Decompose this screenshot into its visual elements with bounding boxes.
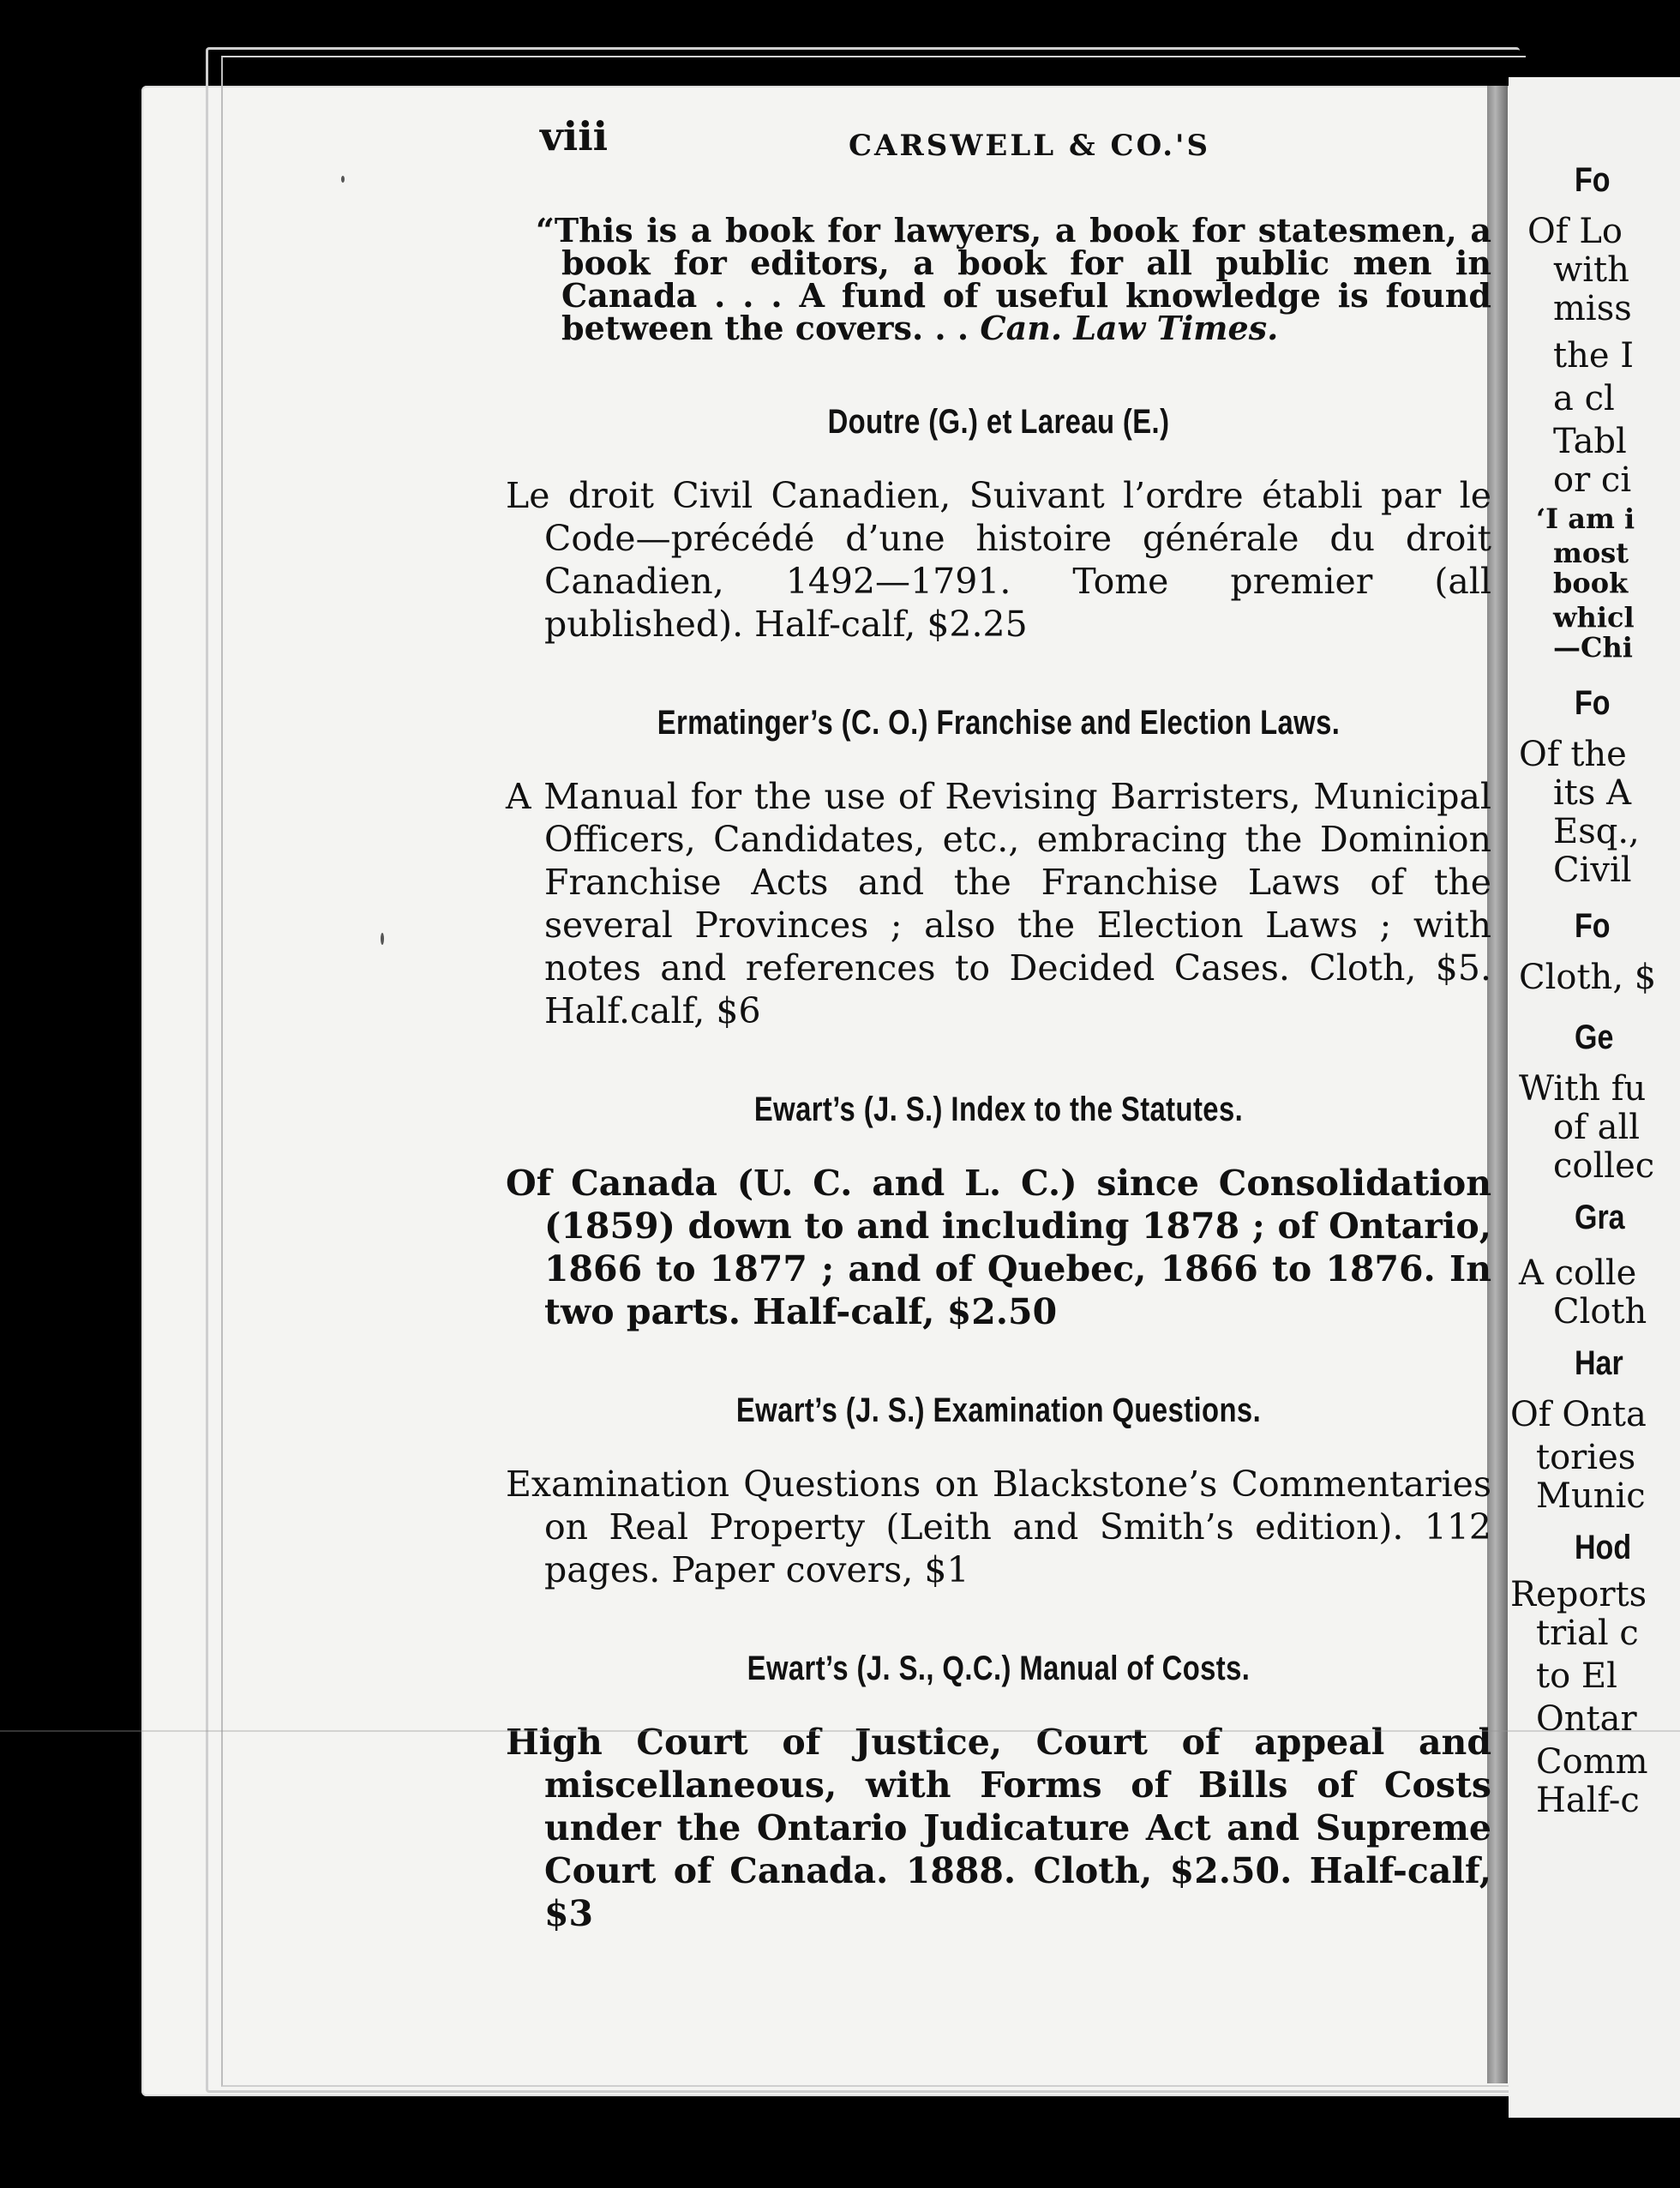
facing-page-fragment: trial c [1536, 1614, 1639, 1653]
entry-title: Ermatinger’s (C. O.) Franchise and Election Laws. [657, 704, 1341, 742]
entry-description: A Manual for the use of Revising Barristers, Municipal Officers, Candidates, etc., embracing the Dominion Franchise Acts and the Franchise Laws of the several Provinces ; also the Election Laws ; with notes and references to Decided Cases. Cloth, $5. Half.calf, $6 [506, 776, 1491, 1031]
facing-page-fragment: Of the [1519, 735, 1627, 774]
running-head: CARSWELL & CO.'S [849, 129, 1211, 163]
facing-page-fragment: ‘I am i [1536, 502, 1635, 535]
catalog-entry [506, 1091, 1491, 1333]
facing-page-fragment: Hod [1575, 1529, 1632, 1566]
facing-page-fragment: Munic [1536, 1476, 1646, 1516]
facing-page-fragment: whicl [1553, 601, 1635, 634]
facing-page-fragment: miss [1553, 289, 1632, 328]
facing-page-fragment: Half-c [1536, 1781, 1640, 1820]
catalog-entry [506, 1650, 1491, 1935]
facing-page-fragment: With fu [1519, 1069, 1647, 1109]
page-header [540, 113, 1483, 165]
facing-page-fragment: Reports [1510, 1575, 1647, 1614]
catalog-entry [506, 704, 1491, 1032]
entry-title: Ewart’s (J. S., Q.C.) Manual of Costs. [747, 1650, 1251, 1687]
facing-page-fragment: book [1553, 567, 1629, 599]
facing-page-fragment: most [1553, 537, 1629, 569]
facing-page-fragment: Fo [1575, 161, 1611, 199]
entry-title: Ewart’s (J. S.) Index to the Statutes. [753, 1091, 1244, 1128]
right-page [1509, 77, 1680, 2118]
facing-page-fragment: a cl [1553, 379, 1615, 418]
entry-description: Le droit Civil Canadien, Suivant l’ordre établi par le Code—précédé d’une histoire générale du droit Canadien, 1492—1791. Tome premier (all published). Half-calf, $2.25 [506, 475, 1491, 645]
facing-page-fragment: Fo [1575, 684, 1611, 722]
page-number: viii [540, 113, 609, 159]
facing-page-fragment: to El [1536, 1656, 1617, 1696]
page-content [506, 211, 1491, 1935]
facing-page-fragment: Ge [1575, 1019, 1614, 1056]
entry-title: Doutre (G.) et Lareau (E.) [827, 403, 1170, 441]
facing-page-fragment: Comm [1536, 1742, 1648, 1782]
facing-page-fragment: Cloth, $ [1519, 958, 1657, 997]
facing-page-fragment: Tabl [1553, 422, 1627, 461]
facing-page-fragment: Civil [1553, 851, 1632, 890]
facing-page-fragment: the I [1553, 336, 1635, 376]
facing-page-fragment: collec [1553, 1146, 1655, 1186]
facing-page-fragment: A colle [1519, 1253, 1637, 1293]
entry-description: Of Canada (U. C. and L. C.) since Consolidation (1859) down to and including 1878 ; of Ontario, 1866 to 1877 ; and of Quebec, 1866 to 1876. In two parts. Half-calf, $2.50 [506, 1163, 1491, 1332]
facing-page-fragment: with [1553, 250, 1629, 290]
entry-description: Examination Questions on Blackstone’s Commentaries on Real Property (Leith and Smith’s edition). 112 pages. Paper covers, $1 [506, 1464, 1491, 1590]
facing-page-fragment: Gra [1575, 1199, 1625, 1236]
facing-page-fragment: of all [1553, 1108, 1641, 1147]
facing-page-fragment: Esq., [1553, 812, 1640, 851]
scan-speck [381, 933, 384, 945]
facing-page-fragment: tories [1536, 1438, 1636, 1477]
facing-page-fragment: —Chi [1553, 631, 1633, 664]
facing-page-fragment: Har [1575, 1344, 1623, 1382]
entry-description: High Court of Justice, Court of appeal and miscellaneous, with Forms of Bills of Costs under the Ontario Judicature Act and Supreme Court of Canada. 1888. Cloth, $2.50. Half-calf, $3 [506, 1722, 1491, 1934]
facing-page-fragment: Fo [1575, 907, 1611, 945]
scan-artifact-line [0, 1730, 1680, 1732]
facing-page-fragment: Ontar [1536, 1699, 1637, 1739]
facing-page-fragment: Of Onta [1510, 1395, 1647, 1434]
facing-page-fragment: its A [1553, 773, 1631, 813]
catalog-entry [506, 403, 1491, 646]
catalog-entry [506, 1392, 1491, 1591]
facing-page-fragment: or ci [1553, 460, 1632, 500]
entry-title: Ewart’s (J. S.) Examination Questions. [735, 1392, 1262, 1429]
review-quote [514, 211, 1491, 347]
facing-page-fragment: Cloth [1553, 1292, 1647, 1331]
scan-speck [341, 176, 345, 183]
quote-text: “This is a book for lawyers, a book for statesmen, a book for editors, a book for all public men in Canada . . . A fund of useful knowledge is found between the covers. . . [536, 211, 1491, 347]
facing-page-fragment: Of Lo [1527, 212, 1623, 251]
quote-source: Can. Law Times. [980, 309, 1279, 347]
